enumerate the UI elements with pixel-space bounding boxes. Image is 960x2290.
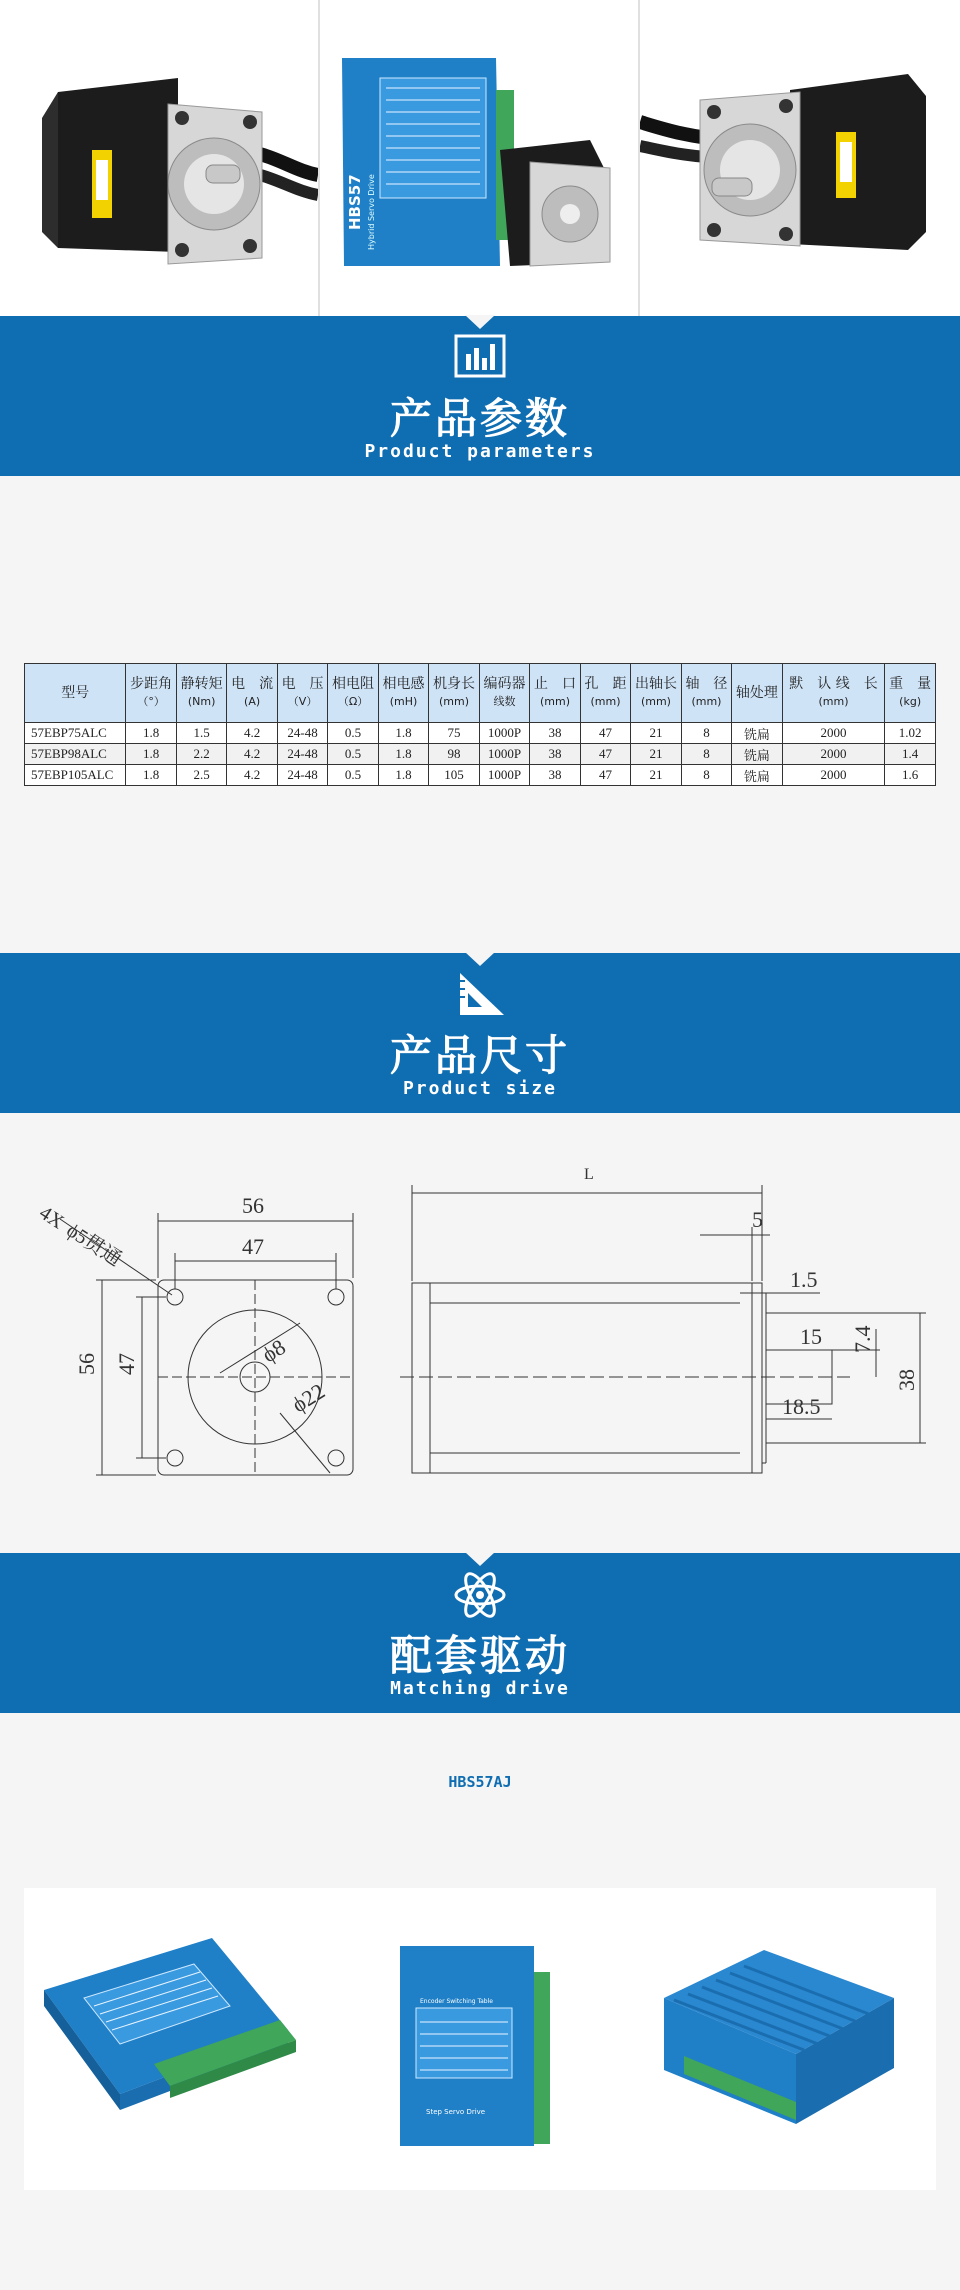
section-title-en: Product size: [402, 1078, 558, 1099]
header-label: 默 认 线 长: [789, 676, 878, 692]
table-cell: 2000: [782, 744, 885, 765]
table-cell: 24-48: [277, 765, 327, 786]
table-cell: 57EBP75ALC: [25, 723, 126, 744]
motor-photo-left: [0, 0, 320, 316]
table-cell: 57EBP105ALC: [25, 765, 126, 786]
table-header-row: [25, 664, 936, 723]
table-header-cell: [227, 664, 277, 723]
table-cell: 4.2: [227, 723, 277, 744]
table-cell: 47: [580, 765, 630, 786]
table-cell: 2000: [782, 765, 885, 786]
dim-pitch-left: 47: [114, 1353, 139, 1375]
table-header-cell: [530, 664, 580, 723]
table-row: [25, 723, 936, 744]
dim-shaft-length: 18.5: [782, 1394, 821, 1419]
header-label: 孔 距: [584, 676, 627, 692]
drive-photo-angled: [44, 1938, 296, 2110]
banner-notch: [465, 952, 495, 966]
header-label: 止 口: [533, 676, 576, 692]
driver-motor-photo: [320, 0, 640, 316]
table-cell: 1.6: [885, 765, 936, 786]
table-header-cell: [732, 664, 782, 723]
header-label: 轴 径: [685, 676, 728, 692]
dim-pitch-top: 47: [242, 1234, 264, 1259]
drive-table-label: Encoder Switching Table: [420, 1998, 493, 2005]
table-cell: 1000P: [479, 723, 529, 744]
table-header-cell: [885, 664, 936, 723]
table-cell: 4.2: [227, 744, 277, 765]
table-cell: 2.5: [176, 765, 226, 786]
table-cell: 1.8: [126, 744, 176, 765]
dim-bore: ϕ8: [257, 1334, 290, 1368]
header-label: 轴处理: [735, 684, 778, 701]
table-cell: 47: [580, 744, 630, 765]
table-cell: 铣扁: [732, 744, 782, 765]
table-cell: 98: [429, 744, 479, 765]
table-cell: 1.8: [126, 765, 176, 786]
header-label: 机身长: [433, 676, 476, 692]
table-cell: 0.5: [328, 765, 378, 786]
table-cell: 1000P: [479, 744, 529, 765]
dim-pilot: ϕ22: [287, 1378, 330, 1418]
table-cell: 38: [530, 765, 580, 786]
table-cell: 47: [580, 723, 630, 744]
bar-chart-icon: [452, 332, 508, 384]
section-title-cn: 配套驱动: [389, 1631, 570, 1680]
driver-sub-text: Hybrid Servo Drive: [367, 174, 376, 250]
table-header-cell: [176, 664, 226, 723]
section-banner-size: [0, 953, 960, 1113]
table-cell: 8: [681, 744, 731, 765]
header-unit: (mm): [539, 695, 570, 708]
table-header-cell: [25, 664, 126, 723]
dimension-drawing: [0, 1113, 960, 1553]
table-header-cell: [277, 664, 327, 723]
dim-flat-depth: 7.4: [850, 1325, 875, 1353]
side-view: [400, 1185, 926, 1473]
table-cell: 铣扁: [732, 723, 782, 744]
section-banner-params: [0, 316, 960, 476]
table-cell: 1.02: [885, 723, 936, 744]
motor-photo-right: [640, 0, 960, 316]
set-square-icon: [452, 969, 508, 1021]
banner-notch: [465, 315, 495, 329]
table-cell: 0.5: [328, 723, 378, 744]
section-title-cn: 产品参数: [389, 394, 570, 443]
drive-model-label: HBS57AJ: [448, 1773, 512, 1791]
header-label: 电 流: [231, 676, 274, 692]
header-label: 相电阻: [332, 676, 375, 692]
dim-outer-top: 56: [242, 1193, 264, 1218]
table-cell: 21: [631, 744, 681, 765]
table-cell: 24-48: [277, 744, 327, 765]
header-unit: (mm): [590, 695, 621, 708]
table-cell: 铣扁: [732, 765, 782, 786]
header-unit: (mH): [389, 695, 418, 708]
dim-flange-step: 1.5: [790, 1267, 818, 1292]
header-label: 重 量: [889, 676, 932, 692]
header-label: 编码器: [483, 676, 526, 692]
drive-photo-front: [400, 1946, 550, 2146]
table-row: [25, 744, 936, 765]
table-cell: 38: [530, 723, 580, 744]
header-unit: (mm): [439, 695, 470, 708]
table-cell: 2.2: [176, 744, 226, 765]
dim-pilot-diameter: 38: [894, 1369, 919, 1391]
table-cell: 1.8: [378, 723, 428, 744]
dim-length: L: [584, 1166, 594, 1183]
header-label: 电 压: [281, 676, 324, 692]
section-title-en: Product parameters: [364, 441, 596, 462]
table-cell: 8: [681, 723, 731, 744]
section-banner-drive: [0, 1553, 960, 1713]
table-header-cell: [378, 664, 428, 723]
table-cell: 1.5: [176, 723, 226, 744]
table-cell: 1.4: [885, 744, 936, 765]
header-unit: (mm): [640, 695, 671, 708]
dim-flat: 15: [800, 1324, 822, 1349]
table-cell: 4.2: [227, 765, 277, 786]
atom-icon: [452, 1569, 508, 1621]
table-cell: 1000P: [479, 765, 529, 786]
section-title-cn: 产品尺寸: [389, 1031, 570, 1080]
table-header-cell: [782, 664, 885, 723]
header-unit: (mm): [818, 695, 849, 708]
table-cell: 57EBP98ALC: [25, 744, 126, 765]
table-header-cell: [580, 664, 630, 723]
dim-flange: 5: [752, 1207, 763, 1232]
banner-notch: [465, 1552, 495, 1566]
table-cell: 21: [631, 765, 681, 786]
dim-outer-left: 56: [74, 1353, 99, 1375]
drive-panel-label: Step Servo Drive: [426, 2108, 486, 2116]
header-unit: （°）: [137, 695, 165, 708]
header-unit: （Ω）: [337, 695, 369, 708]
section-title-en: Matching drive: [390, 1678, 570, 1699]
header-label: 出轴长: [634, 676, 677, 692]
header-unit: (kg): [899, 695, 922, 708]
table-body: [25, 723, 936, 786]
table-cell: 2000: [782, 723, 885, 744]
header-unit: (A): [244, 695, 261, 708]
table-header-cell: [479, 664, 529, 723]
header-label: 相电感: [382, 676, 425, 692]
header-unit: (mm): [691, 695, 722, 708]
parameter-table: [24, 663, 936, 786]
table-header-cell: [631, 664, 681, 723]
drive-photo-heatsink: [664, 1950, 894, 2124]
table-header-cell: [126, 664, 176, 723]
table-cell: 0.5: [328, 744, 378, 765]
driver-brand-text: HBS57: [346, 174, 364, 230]
table-cell: 1.8: [378, 765, 428, 786]
header-label: 静转矩: [180, 676, 223, 692]
table-cell: 24-48: [277, 723, 327, 744]
header-unit: （V）: [287, 695, 318, 708]
table-cell: 105: [429, 765, 479, 786]
header-unit: 线数: [493, 695, 516, 708]
table-cell: 75: [429, 723, 479, 744]
header-label: 步距角: [130, 676, 173, 692]
table-header-cell: [328, 664, 378, 723]
product-photo-strip: [0, 0, 960, 316]
header-label: 型号: [61, 684, 90, 701]
table-cell: 1.8: [378, 744, 428, 765]
table-header-cell: [429, 664, 479, 723]
table-cell: 8: [681, 765, 731, 786]
table-cell: 21: [631, 723, 681, 744]
table-cell: 38: [530, 744, 580, 765]
table-row: [25, 765, 936, 786]
table-header-cell: [681, 664, 731, 723]
table-cell: 1.8: [126, 723, 176, 744]
header-unit: (Nm): [187, 695, 216, 708]
drive-photo-strip: [24, 1888, 936, 2190]
dim-holes: 4Xϕ5贯通: [35, 1201, 126, 1271]
